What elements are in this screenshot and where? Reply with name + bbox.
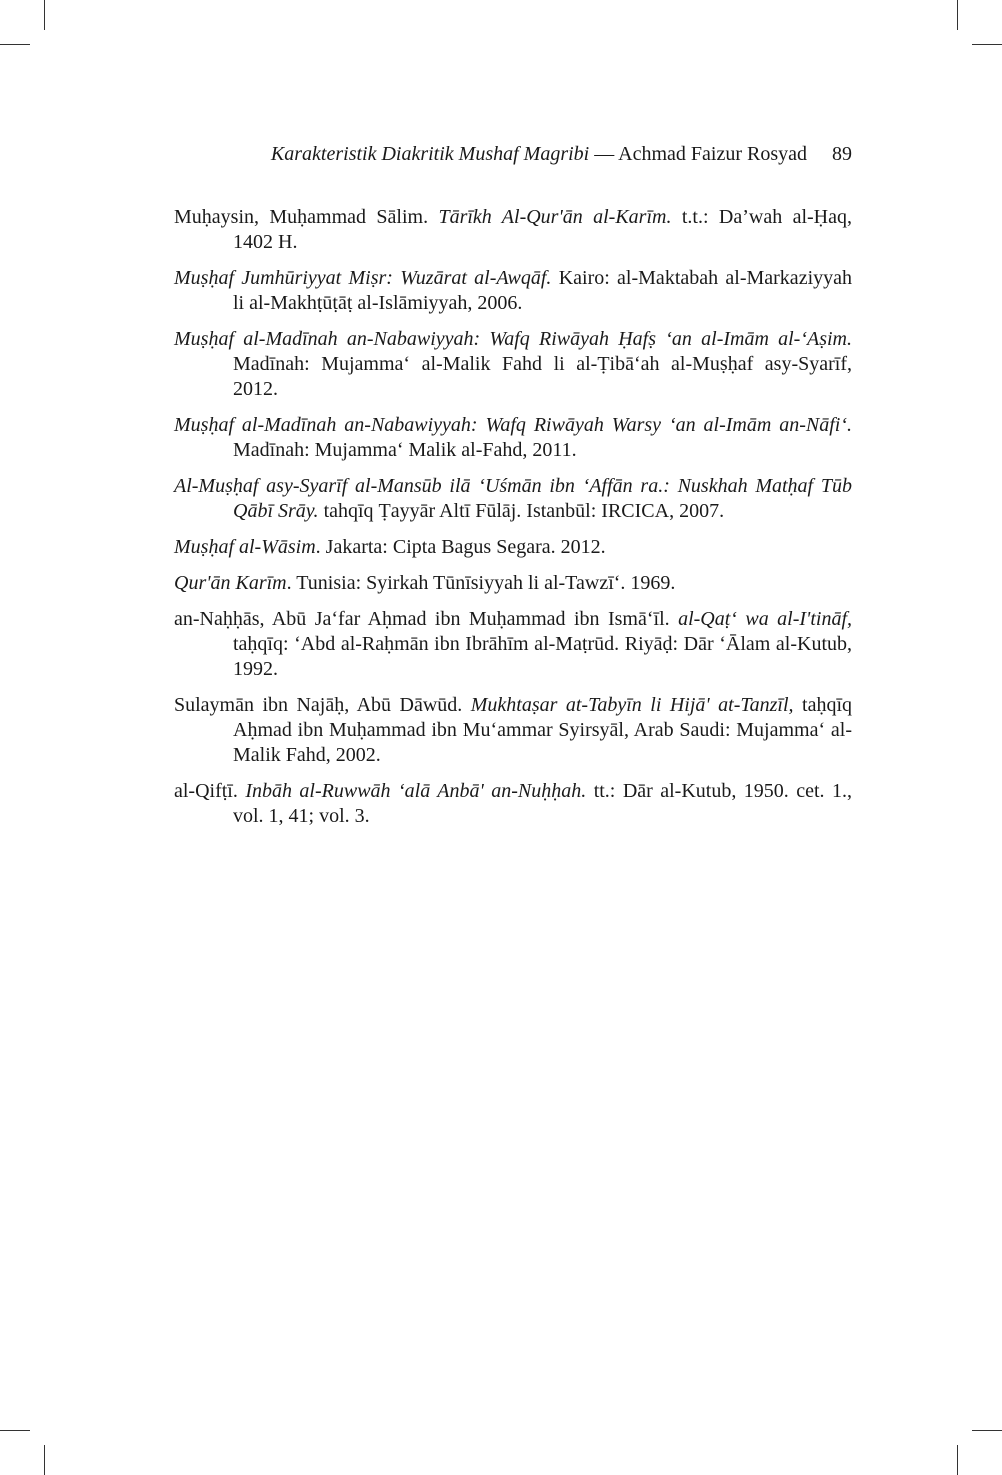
crop-mark-bottom-left-h	[0, 1430, 30, 1431]
crop-mark-top-right-v	[957, 0, 958, 30]
reference-entry: Muṣḥaf Jumhūriyyat Miṣr: Wuzārat al-Awqāf. Kairo: al-Maktabah al-Markaziyyah li al-Makhṭūṭāṭ al-Islāmiyyah, 2006.	[174, 267, 852, 314]
crop-mark-top-left-v	[44, 0, 45, 30]
crop-mark-top-right-h	[972, 44, 1002, 45]
crop-mark-bottom-left-v	[44, 1445, 45, 1475]
reference-entry: al-Qifṭī. Inbāh al-Ruwwāh ‘alā Anbā' an-Nuḥḥah. tt.: Dār al-Kutub, 1950. cet. 1., vol. 1, 41; vol. 3.	[174, 780, 852, 827]
page-number: 89	[832, 143, 852, 165]
running-title: Karakteristik Diakritik Mushaf Magribi	[270, 143, 590, 165]
reference-entry: Muḥaysin, Muḥammad Sālim. Tārīkh Al-Qur'ān al-Karīm. t.t.: Da’wah al-Ḥaq, 1402 H.	[174, 206, 852, 253]
reference-entry: Muṣḥaf al-Wāsim. Jakarta: Cipta Bagus Segara. 2012.	[174, 536, 606, 558]
crop-mark-bottom-right-v	[957, 1445, 958, 1475]
reference-entry: an-Naḥḥās, Abū Ja‘far Aḥmad ibn Muḥammad ibn Ismā‘īl. al-Qaṭ‘ wa al-I'tināf, taḥqīq: ‘Abd al-Raḥmān ibn Ibrāhīm al-Maṭrūd. Riyāḍ: Dār ‘Ālam al-Kutub, 1992.	[174, 608, 852, 680]
header-separator: —	[594, 143, 615, 165]
reference-entry: Qur'ān Karīm. Tunisia: Syirkah Tūnīsiyyah li al-Tawzī‘. 1969.	[174, 572, 676, 594]
crop-mark-top-left-h	[0, 44, 30, 45]
reference-list	[174, 205, 852, 840]
reference-entry: Al-Muṣḥaf asy-Syarīf al-Mansūb ilā ‘Uśmān ibn ‘Affān ra.: Nuskhah Matḥaf Tūb Qābī Srāy. tahqīq Ṭayyār Altī Fūlāj. Istanbūl: IRCICA, 2007.	[174, 475, 852, 522]
reference-entry: Muṣḥaf al-Madīnah an-Nabawiyyah: Wafq Riwāyah Ḥafṣ ‘an al-Imām al-‘Aṣim. Madīnah: Mujamma‘ al-Malik Fahd li al-Ṭibā‘ah al-Muṣḥaf asy-Syarīf, 2012.	[174, 328, 852, 400]
reference-entry: Sulaymān ibn Najāḥ, Abū Dāwūd. Mukhtaṣar at-Tabyīn li Hijā' at-Tanzīl, taḥqīq Aḥmad ibn Muḥammad ibn Mu‘ammar Syirsyāl, Arab Saudi: Mujamma‘ al-Malik Fahd, 2002.	[174, 694, 853, 766]
running-author: Achmad Faizur Rosyad	[618, 143, 807, 165]
reference-entry: Muṣḥaf al-Madīnah an-Nabawiyyah: Wafq Riwāyah Warsy ‘an al-Imām an-Nāfi‘. Madīnah: Mujamma‘ Malik al-Fahd, 2011.	[174, 414, 852, 461]
crop-mark-bottom-right-h	[972, 1430, 1002, 1431]
running-header	[150, 141, 852, 167]
